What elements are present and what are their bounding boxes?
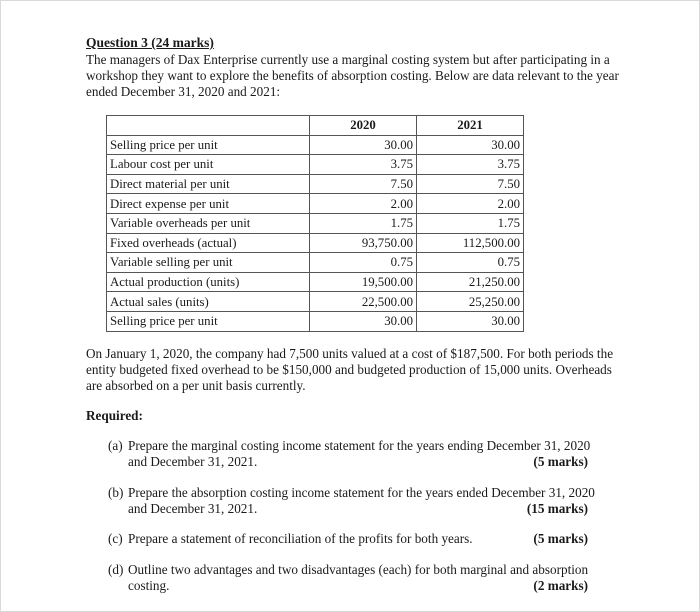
value-2020: 22,500.00 xyxy=(310,292,417,312)
table-row xyxy=(107,174,524,194)
value-2021: 21,250.00 xyxy=(417,272,524,292)
value-2021: 30.00 xyxy=(417,311,524,331)
data-table xyxy=(106,115,524,332)
table-row xyxy=(107,213,524,233)
value-2020: 93,750.00 xyxy=(310,233,417,253)
item-line2: costing. xyxy=(128,578,170,593)
row-label: Labour cost per unit xyxy=(107,155,310,175)
table-row xyxy=(107,253,524,273)
opening-inventory-paragraph: On January 1, 2020, the company had 7,500 units valued at a cost of $187,500. For both periods the entity budgeted fixed overhead to be $150,000 and budgeted production of 15,000 units. Overheads are absorbed on a per unit basis currently. xyxy=(86,346,614,393)
item-marks: (15 marks) xyxy=(526,501,588,516)
value-2020: 3.75 xyxy=(310,155,417,175)
question-title: Question 3 (24 marks) xyxy=(86,35,214,50)
header-2021: 2021 xyxy=(417,116,524,136)
value-2021: 1.75 xyxy=(417,213,524,233)
table-row xyxy=(107,311,524,331)
item-line1: Prepare the absorption costing income statement for the years ended December 31, 2020 xyxy=(128,485,595,500)
item-line2: and December 31, 2021. xyxy=(128,501,258,516)
value-2021: 112,500.00 xyxy=(417,233,524,253)
table-row xyxy=(107,292,524,312)
table-row xyxy=(107,233,524,253)
row-label: Fixed overheads (actual) xyxy=(107,233,310,253)
value-2020: 19,500.00 xyxy=(310,272,417,292)
requirement-b xyxy=(108,485,608,517)
value-2020: 2.00 xyxy=(310,194,417,214)
item-marks: (5 marks) xyxy=(533,531,588,546)
row-label: Variable overheads per unit xyxy=(107,213,310,233)
value-2021: 7.50 xyxy=(417,174,524,194)
item-marks: (5 marks) xyxy=(533,454,588,469)
row-label: Actual production (units) xyxy=(107,272,310,292)
table-row xyxy=(107,155,524,175)
header-blank xyxy=(107,116,310,136)
value-2020: 30.00 xyxy=(310,311,417,331)
value-2021: 25,250.00 xyxy=(417,292,524,312)
requirement-a xyxy=(108,438,608,470)
row-label: Direct expense per unit xyxy=(107,194,310,214)
item-line2: and December 31, 2021. xyxy=(128,454,258,469)
item-line1: Prepare a statement of reconciliation of the profits for both years. xyxy=(128,531,473,546)
item-label: (b) xyxy=(108,485,124,500)
row-label: Direct material per unit xyxy=(107,174,310,194)
row-label: Variable selling per unit xyxy=(107,253,310,273)
value-2021: 2.00 xyxy=(417,194,524,214)
value-2021: 0.75 xyxy=(417,253,524,273)
value-2021: 3.75 xyxy=(417,155,524,175)
value-2020: 0.75 xyxy=(310,253,417,273)
intro-paragraph: The managers of Dax Enterprise currently use a marginal costing system but after participating in a workshop they want to explore the benefits of absorption costing. Below are data relevant to the year ended December 31, 2020 and 2021: xyxy=(86,52,619,99)
item-label: (d) xyxy=(108,562,124,577)
item-marks: (2 marks) xyxy=(533,578,588,593)
item-line1: Prepare the marginal costing income statement for the years ending December 31, 2020 xyxy=(128,438,591,453)
item-line1: Outline two advantages and two disadvantages (each) for both marginal and absorption xyxy=(128,562,589,577)
value-2020: 1.75 xyxy=(310,213,417,233)
header-2020: 2020 xyxy=(310,116,417,136)
item-label: (a) xyxy=(108,438,123,453)
row-label: Selling price per unit xyxy=(107,311,310,331)
requirement-c xyxy=(108,531,608,547)
row-label: Selling price per unit xyxy=(107,135,310,155)
item-label: (c) xyxy=(108,531,123,546)
table-row xyxy=(107,135,524,155)
row-label: Actual sales (units) xyxy=(107,292,310,312)
requirement-d xyxy=(108,562,608,594)
value-2021: 30.00 xyxy=(417,135,524,155)
table-row xyxy=(107,194,524,214)
required-heading: Required: xyxy=(86,408,143,423)
value-2020: 30.00 xyxy=(310,135,417,155)
table-row xyxy=(107,272,524,292)
value-2020: 7.50 xyxy=(310,174,417,194)
table-header-row xyxy=(107,116,524,136)
